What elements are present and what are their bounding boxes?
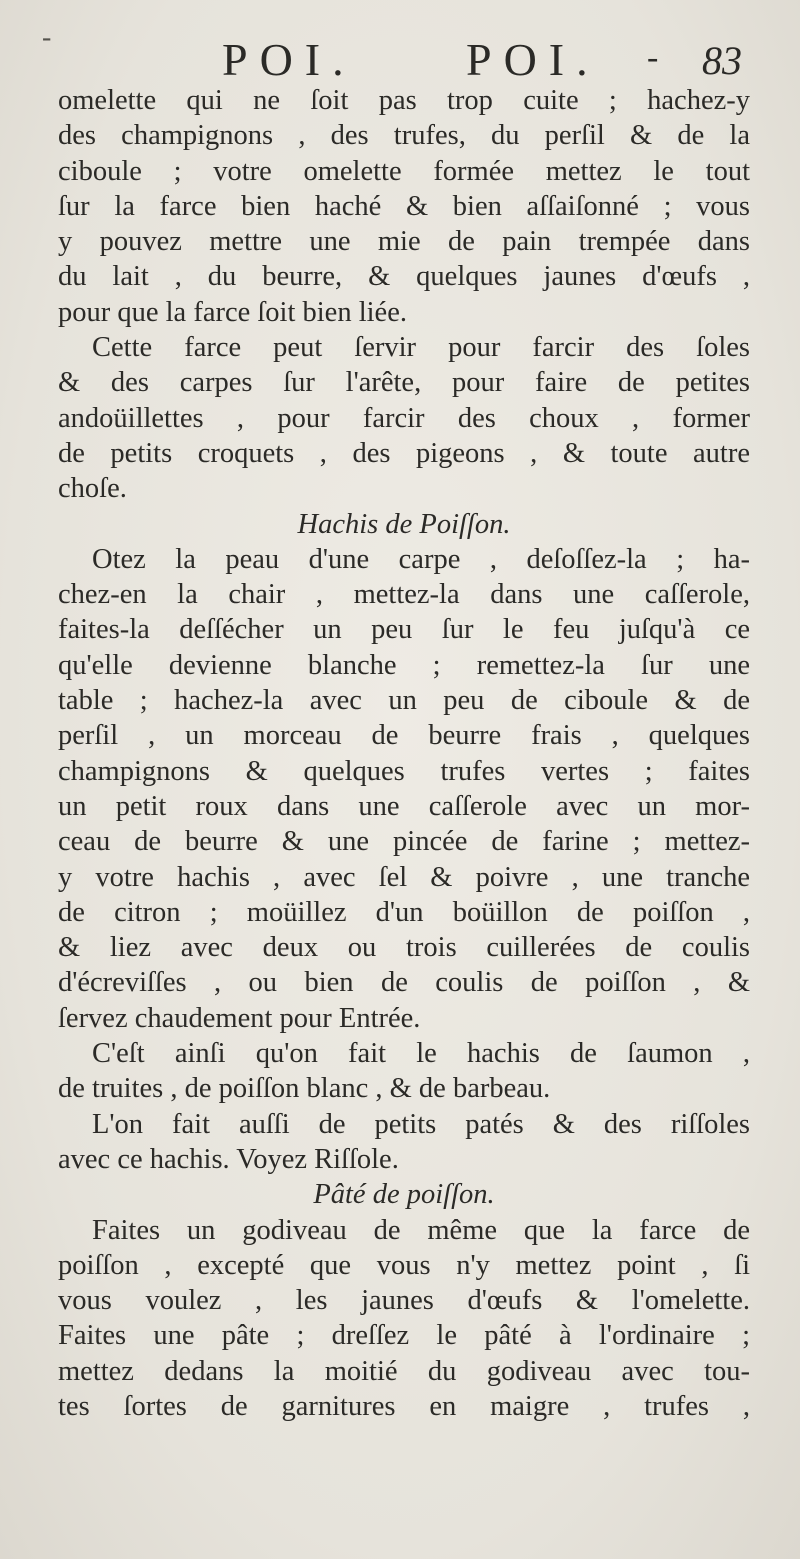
- text-line: d'écreviſſes , ou bien de coulis de poiſſon , &: [58, 967, 750, 999]
- text-line: du lait , du beurre, & quelques jaunes d'œufs ,: [58, 261, 750, 293]
- text-line: un petit roux dans une caſſerole avec un mor-: [58, 790, 750, 822]
- running-head-right: POI.: [466, 34, 600, 85]
- page-number: 83: [702, 38, 742, 83]
- text-line: de truites , de poiſſon blanc , & de barbeau.: [58, 1073, 551, 1105]
- text-line: champignons & quelques trufes vertes ; faites: [58, 755, 750, 787]
- text-line: Faites une pâte ; dreſſez le pâté à l'ordinaire ;: [58, 1320, 750, 1352]
- text-line: perſil , un morceau de beurre frais , quelques: [58, 720, 750, 752]
- text-line: table ; hachez-la avec un peu de ciboule & de: [58, 685, 750, 717]
- text-line: pour que la farce ſoit bien liée.: [58, 296, 407, 328]
- text-line: mettez dedans la moitié du godiveau avec tou-: [58, 1355, 750, 1387]
- text-line: de petits croquets , des pigeons , & toute autre: [58, 437, 750, 469]
- text-line: faites-la deſſécher un peu ſur le feu juſqu'à ce: [58, 614, 750, 646]
- text-line: chez-en la chair , mettez-la dans une caſſerole,: [58, 579, 750, 611]
- text-line: Faites un godiveau de même que la farce de: [92, 1214, 750, 1246]
- text-line: choſe.: [58, 473, 127, 505]
- text-line: ceau de beurre & une pincée de farine ; mettez-: [58, 826, 750, 858]
- text-line: C'eſt ainſi qu'on fait le hachis de ſaumon ,: [92, 1038, 750, 1070]
- text-line: y pouvez mettre une mie de pain trempée dans: [58, 226, 750, 258]
- text-line: Otez la peau d'une carpe , deſoſſez-la ; ha-: [92, 543, 750, 575]
- text-line: qu'elle devienne blanche ; remettez-la ſur une: [58, 649, 750, 681]
- section-heading: Pâté de poiſſon.: [313, 1179, 495, 1211]
- text-line: omelette qui ne ſoit pas trop cuite ; hachez-y: [58, 85, 750, 116]
- text-line: vous voulez , les jaunes d'œufs & l'omelette.: [58, 1285, 750, 1317]
- text-line: & des carpes ſur l'arête, pour faire de petites: [58, 367, 750, 399]
- text-line: de citron ; moüillez d'un boüillon de poiſſon ,: [58, 896, 750, 928]
- text-line: ciboule ; votre omelette formée mettez le tout: [58, 155, 750, 187]
- text-line: tes ſortes de garnitures en maigre , trufes ,: [58, 1390, 750, 1422]
- text-line: ſervez chaudement pour Entrée.: [58, 1002, 421, 1034]
- section-heading: Hachis de Poiſſon.: [297, 508, 511, 540]
- text-line: L'on fait auſſi de petits patés & des riſſoles: [92, 1108, 750, 1140]
- text-line: ſur la farce bien haché & bien aſſaiſonné ; vous: [58, 190, 750, 222]
- text-line: poiſſon , excepté que vous n'y mettez point , ſi: [58, 1249, 750, 1281]
- running-head-left: POI.: [222, 34, 356, 85]
- corner-mark: -: [42, 22, 52, 53]
- text-line: des champignons , des trufes, du perſil & de la: [58, 120, 750, 152]
- text-line: andoüillettes , pour farcir des choux , former: [58, 402, 750, 434]
- text-line: & liez avec deux ou trois cuillerées de coulis: [58, 932, 750, 964]
- running-head-dash: -: [647, 39, 659, 76]
- text-line: y votre hachis , avec ſel & poivre , une tranche: [58, 861, 750, 893]
- body-text: [58, 83, 750, 1424]
- text-line: Cette farce peut ſervir pour farcir des ſoles: [92, 332, 750, 364]
- running-head: [0, 30, 800, 90]
- text-line: avec ce hachis. Voyez Riſſole.: [58, 1143, 399, 1175]
